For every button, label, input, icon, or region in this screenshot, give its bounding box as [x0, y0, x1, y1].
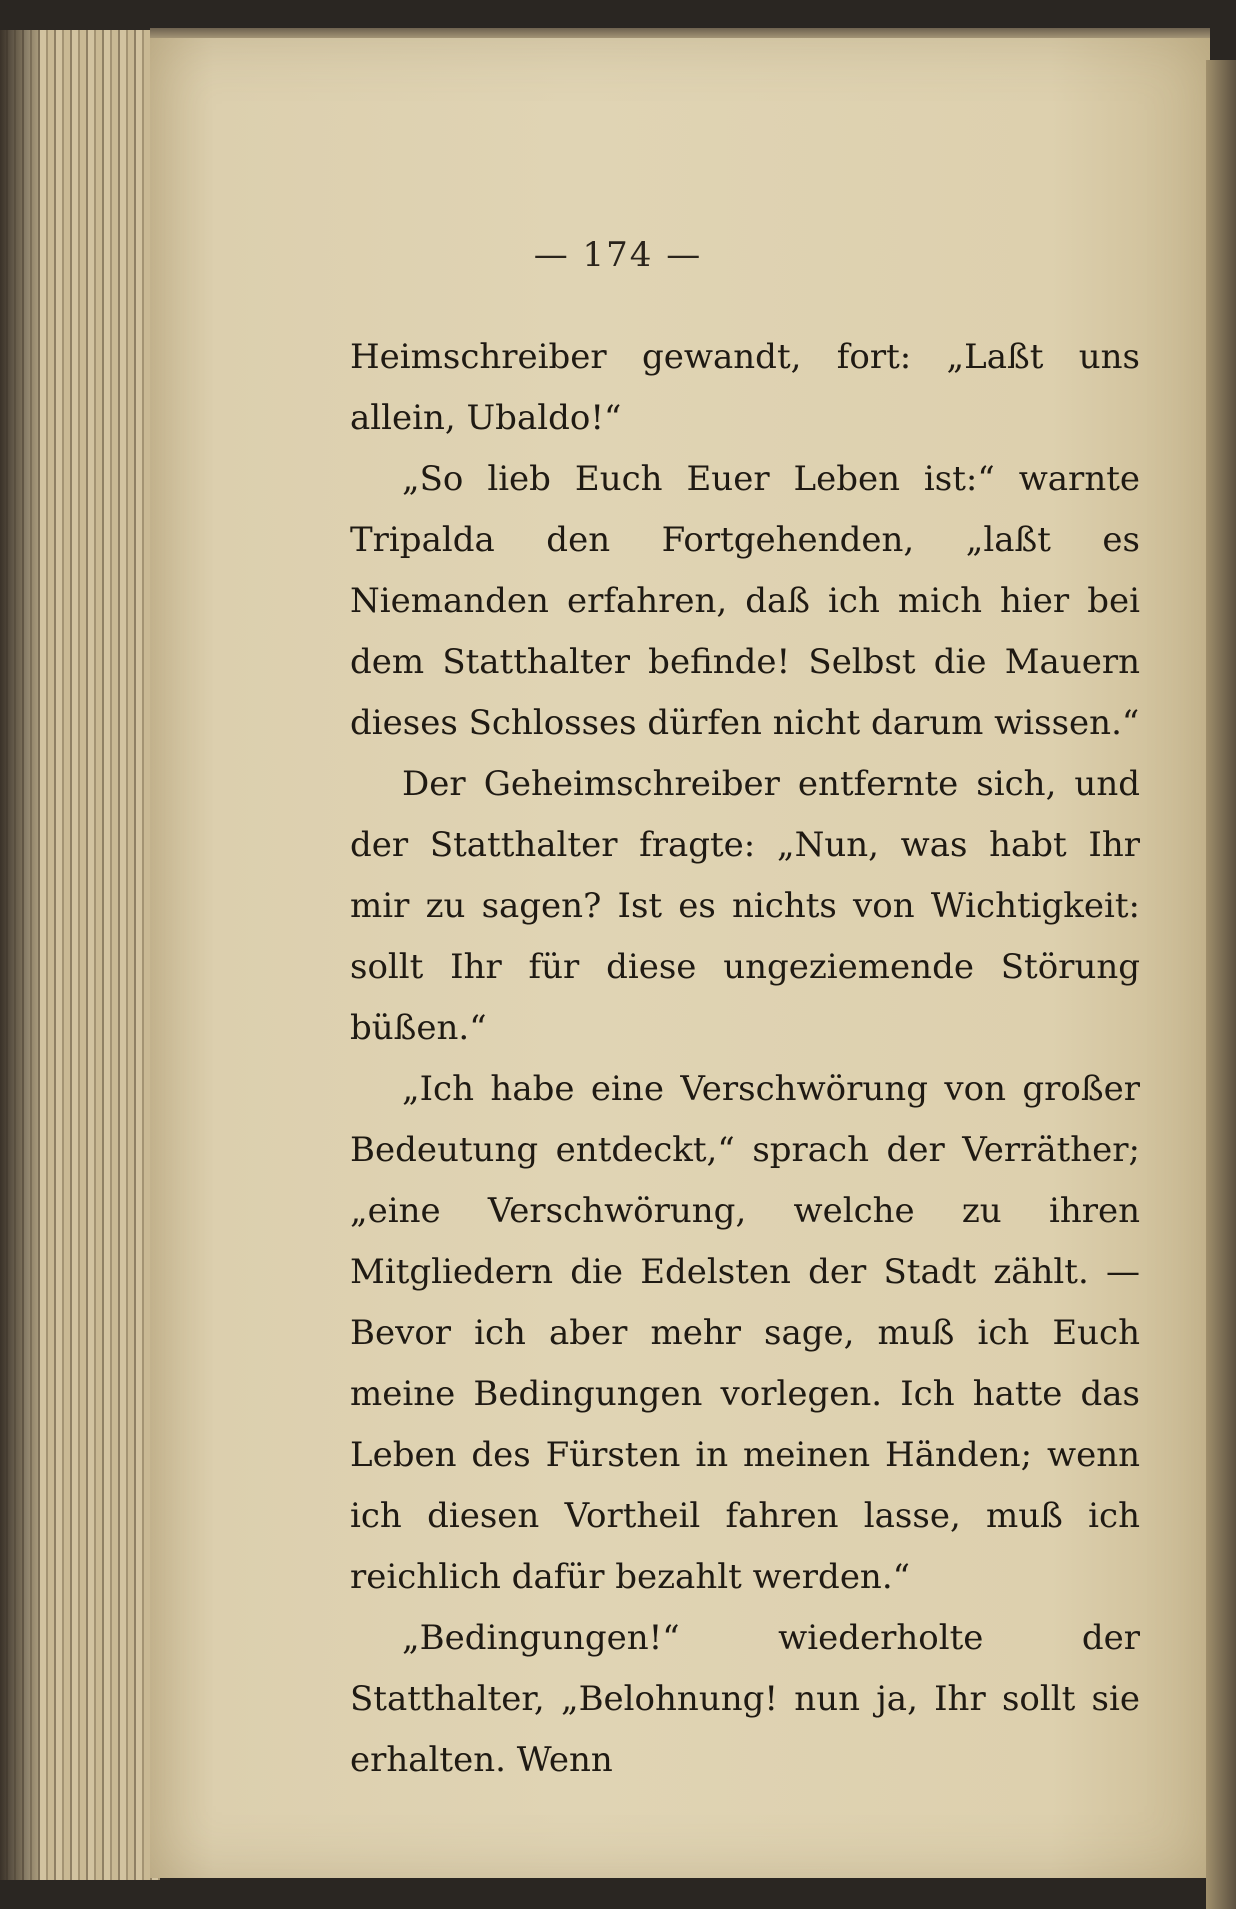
body-text: [350, 327, 1140, 1791]
paragraph: Heimschreiber gewandt, fort: „Laßt uns allein, Ubaldo!“: [350, 337, 1140, 438]
paragraph: „So lieb Euch Euer Leben ist:“ warnte Tripalda den Fortgehenden, „laßt es Niemanden erfahren, daß ich mich hier bei dem Statthalter befinde! Selbst die Mauern dieses Schlosses dürfen nicht darum wissen.“: [350, 459, 1140, 743]
paragraph: Der Geheimschreiber entfernte sich, und der Statthalter fragte: „Nun, was habt Ihr mir zu sagen? Ist es nichts von Wichtigkeit: sollt Ihr für diese ungeziemende Störung büßen.“: [350, 764, 1140, 1048]
edge-shadow: [0, 30, 40, 1880]
paragraph: „Ich habe eine Verschwörung von großer Bedeutung entdeckt,“ sprach der Verräther; „eine Verschwörung, welche zu ihren Mitgliedern die Edelsten der Stadt zählt. — Bevor ich aber mehr sage, muß ich Euch meine Bedingungen vorlegen. Ich hatte das Leben des Fürsten in meinen Händen; wenn ich diesen Vortheil fahren lasse, muß ich reichlich dafür bezahlt werden.“: [350, 1069, 1140, 1597]
binding-edge: [1206, 60, 1236, 1909]
page-number: — 174 —: [533, 235, 703, 275]
paragraph: „Bedingungen!“ wiederholte der Statthalter, „Belohnung! nun ja, Ihr sollt sie erhalten. Wenn: [350, 1618, 1140, 1780]
